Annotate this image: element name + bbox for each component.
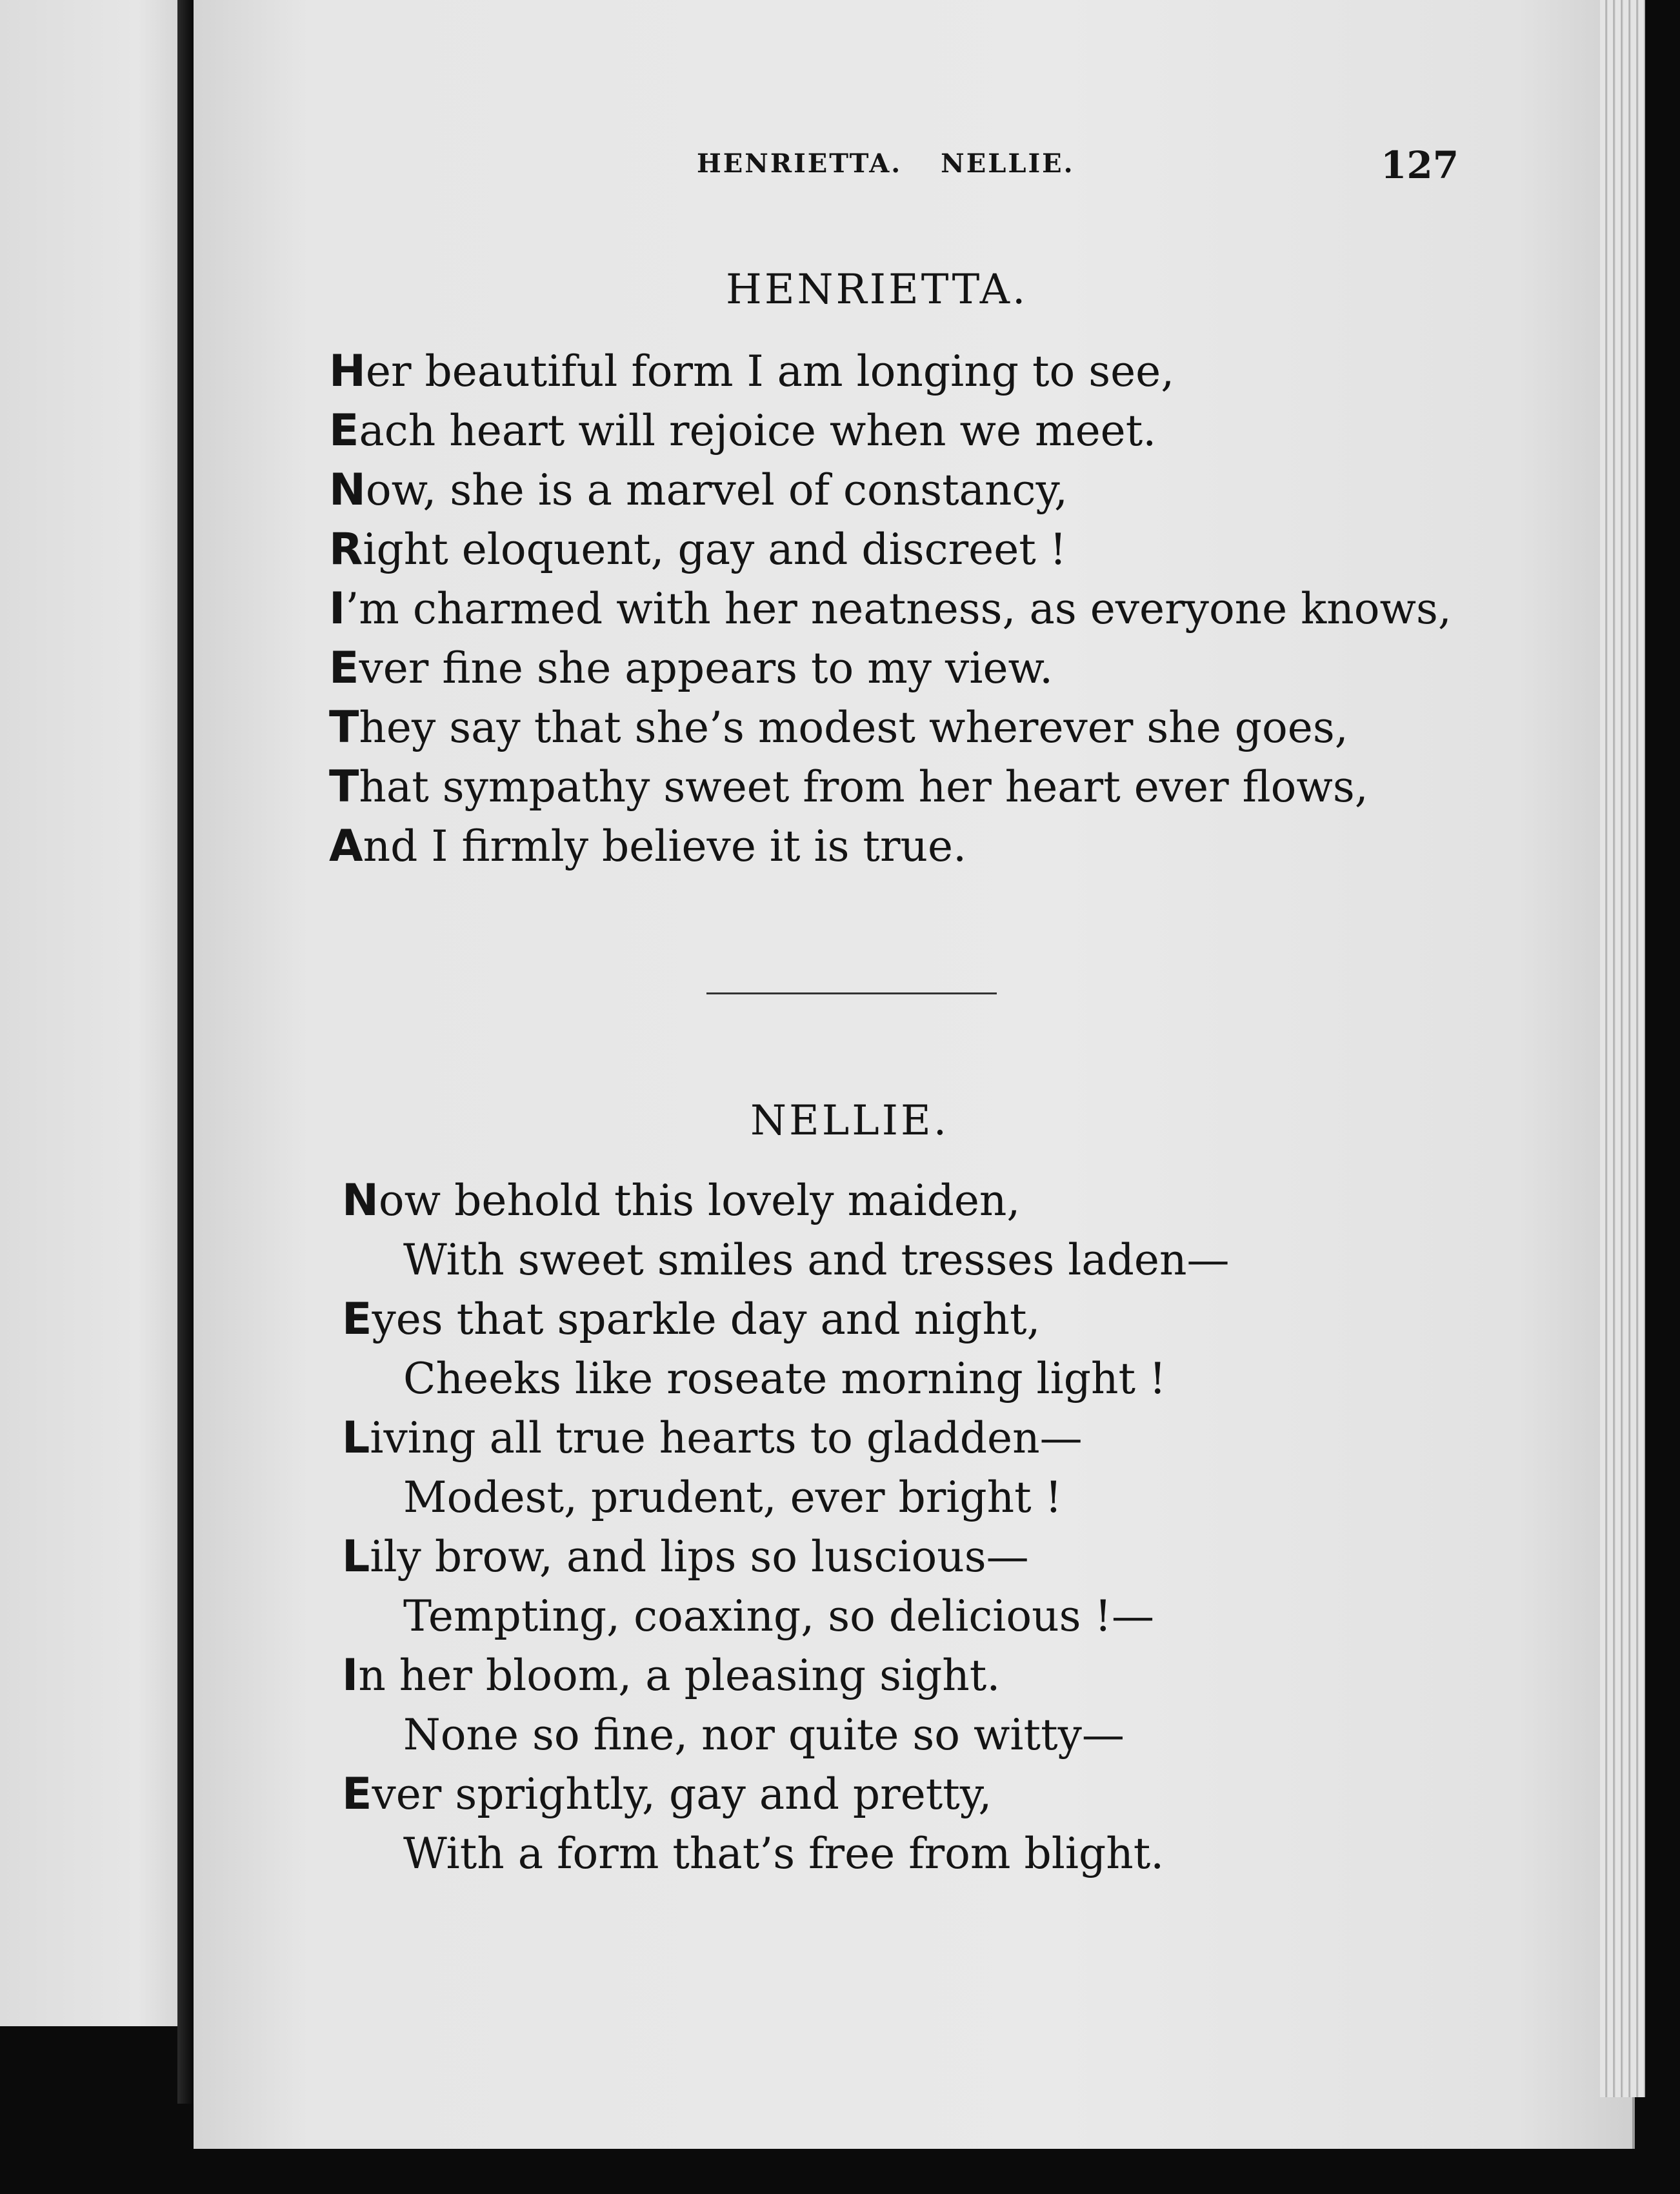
acrostic-letter: I bbox=[342, 1650, 359, 1701]
verse-text: er beautiful form I am longing to see, bbox=[365, 347, 1175, 396]
verse-line bbox=[342, 1409, 1230, 1468]
verse-line-indented: With a form that’s free from blight. bbox=[403, 1829, 1165, 1878]
acrostic-letter: E bbox=[329, 643, 359, 694]
verse-text: yes that sparkle day and night, bbox=[372, 1294, 1041, 1344]
acrostic-letter: I bbox=[329, 583, 346, 634]
page-edges bbox=[1600, 0, 1645, 2097]
acrostic-letter: A bbox=[329, 821, 363, 872]
verse-text: nd I firmly believe it is true. bbox=[363, 821, 967, 871]
verse-line bbox=[342, 1765, 1230, 1824]
verse-line bbox=[342, 1527, 1230, 1587]
verse-line bbox=[329, 639, 1452, 698]
verse-line bbox=[329, 758, 1452, 817]
verse-line-indented: With sweet smiles and tresses laden— bbox=[403, 1235, 1230, 1285]
verse-text: n her bloom, a pleasing sight. bbox=[358, 1651, 1001, 1700]
verse-line bbox=[329, 698, 1452, 758]
running-head-right: NELLIE. bbox=[941, 148, 1075, 179]
verse-line-indented: Cheeks like roseate morning light ! bbox=[403, 1354, 1166, 1404]
running-head-left: HENRIETTA. bbox=[697, 148, 903, 179]
verse-line bbox=[329, 401, 1452, 461]
verse-line bbox=[329, 461, 1452, 520]
acrostic-letter: H bbox=[329, 346, 366, 397]
verse-text: hat sympathy sweet from her heart ever flows, bbox=[359, 762, 1368, 812]
verse-text: hey say that she’s modest wherever she goes, bbox=[359, 703, 1348, 752]
facing-page bbox=[0, 0, 197, 2026]
acrostic-letter: T bbox=[329, 702, 359, 753]
poem-title-nellie: NELLIE. bbox=[750, 1097, 950, 1145]
acrostic-letter: E bbox=[342, 1294, 372, 1345]
verse-text: ily brow, and lips so luscious— bbox=[370, 1532, 1029, 1582]
verse-line bbox=[329, 342, 1452, 401]
verse-text: ver sprightly, gay and pretty, bbox=[372, 1769, 992, 1819]
acrostic-letter: L bbox=[342, 1413, 370, 1464]
verse-line bbox=[342, 1290, 1230, 1349]
verse-line-indented: Modest, prudent, ever bright ! bbox=[403, 1473, 1063, 1522]
verse-text: iving all true hearts to gladden— bbox=[370, 1413, 1083, 1463]
acrostic-letter: N bbox=[329, 465, 366, 516]
verse-line bbox=[329, 520, 1452, 579]
page-number: 127 bbox=[1381, 143, 1459, 187]
poem-nellie bbox=[342, 1171, 1230, 1884]
verse-text: ver fine she appears to my view. bbox=[359, 643, 1054, 693]
acrostic-letter: T bbox=[329, 761, 359, 812]
verse-line-indented: None so fine, nor quite so witty— bbox=[403, 1710, 1125, 1760]
verse-text: ach heart will rejoice when we meet. bbox=[359, 406, 1157, 456]
poem-henrietta bbox=[329, 342, 1452, 876]
verse-text: ow behold this lovely maiden, bbox=[378, 1176, 1021, 1225]
running-head bbox=[697, 148, 1075, 179]
acrostic-letter: R bbox=[329, 524, 363, 575]
verse-text: ’m charmed with her neatness, as everyone knows, bbox=[345, 584, 1452, 634]
acrostic-letter: N bbox=[342, 1175, 379, 1226]
verse-line bbox=[342, 1646, 1230, 1706]
verse-line bbox=[329, 579, 1452, 639]
verse-text: ight eloquent, gay and discreet ! bbox=[363, 525, 1067, 574]
acrostic-letter: L bbox=[342, 1531, 370, 1582]
section-divider bbox=[706, 992, 997, 994]
acrostic-letter: E bbox=[342, 1769, 372, 1820]
poem-title-henrietta: HENRIETTA. bbox=[726, 266, 1028, 314]
verse-line bbox=[329, 817, 1452, 876]
acrostic-letter: E bbox=[329, 405, 359, 456]
verse-text: ow, she is a marvel of constancy, bbox=[365, 465, 1068, 515]
verse-line-indented: Tempting, coaxing, so delicious !— bbox=[403, 1591, 1155, 1641]
verse-line bbox=[342, 1171, 1230, 1231]
